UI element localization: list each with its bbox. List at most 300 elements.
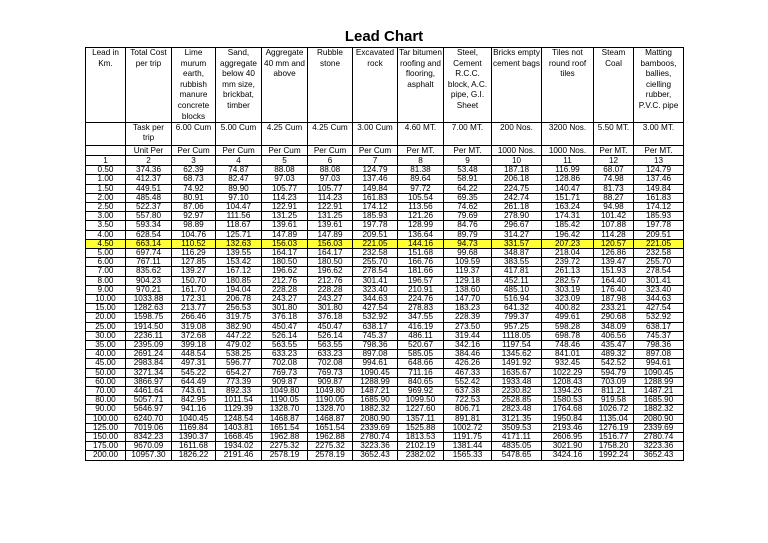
table-cell: 163.24 [542,202,594,211]
table-cell: 1011.54 [216,396,262,405]
table-cell: 2578.19 [308,451,353,460]
table-cell: 520.67 [398,341,444,350]
table-cell: 743.61 [172,387,216,396]
table-cell: 485.10 [492,285,542,294]
units-row [86,123,684,146]
units-cell: Task per trip [126,123,172,146]
table-cell: 516.94 [492,295,542,304]
unit_per-cell: Per Cum [262,146,308,156]
col_numbers-cell: 7 [353,156,398,166]
column-headers-row [86,48,684,123]
table-cell: 136.64 [398,230,444,239]
table-row [86,350,684,359]
table-cell: 1099.50 [398,396,444,405]
table-cell: 144.16 [398,239,444,248]
table-cell: 703.09 [594,377,634,386]
table-row [86,193,684,202]
table-cell: 98.89 [172,221,216,230]
table-row [86,166,684,175]
table-cell: 149.84 [634,184,684,193]
table-cell: 8.00 [86,276,126,285]
table-cell: 180.85 [216,276,262,285]
table-cell: 545.22 [172,368,216,377]
table-cell: 702.08 [262,359,308,368]
table-cell: 970.21 [126,285,172,294]
table-cell: 100.00 [86,414,126,423]
table-cell: 200.00 [86,451,126,460]
table-cell: 187.18 [492,166,542,175]
table-row [86,331,684,340]
table-cell: 122.91 [262,202,308,211]
table-row [86,433,684,442]
table-cell: 4461.64 [126,387,172,396]
units-cell: 4.25 Cum [308,123,353,146]
table-cell: 698.78 [542,331,594,340]
table-cell: 94.98 [594,202,634,211]
table-cell: 538.25 [216,350,262,359]
table-cell: 105.54 [398,193,444,202]
table-cell: 1049.80 [262,387,308,396]
units-cell: 4.25 Cum [262,123,308,146]
table-cell: 185.42 [542,221,594,230]
col_numbers-cell: 3 [172,156,216,166]
table-cell: 174.12 [353,202,398,211]
table-cell: 994.61 [634,359,684,368]
table-cell: 1933.48 [492,377,542,386]
table-cell: 798.36 [634,341,684,350]
table-cell: 87.06 [172,202,216,211]
table-cell: 1468.87 [262,414,308,423]
table-cell: 212.76 [262,276,308,285]
table-cell: 1516.77 [594,433,634,442]
table-cell: 2528.85 [492,396,542,405]
table-cell: 344.63 [353,295,398,304]
table-cell: 1328.70 [308,405,353,414]
unit_per-cell: Per MT. [444,146,492,156]
table-cell: 842.95 [172,396,216,405]
table-cell: 6240.70 [126,414,172,423]
table-cell: 323.40 [634,285,684,294]
table-cell: 1882.32 [353,405,398,414]
table-cell: 278.90 [492,212,542,221]
table-cell: 139.55 [216,248,262,257]
table-cell: 89.90 [216,184,262,193]
table-cell: 314.27 [492,230,542,239]
table-cell: 228.28 [262,285,308,294]
table-cell: 120.57 [594,239,634,248]
table-cell: 3652.43 [353,451,398,460]
units-cell: 200 Nos. [492,123,542,146]
table-cell: 1813.53 [398,433,444,442]
table-cell: 30.00 [86,331,126,340]
table-cell: 467.33 [444,368,492,377]
units-cell: 3.00 Cum [353,123,398,146]
table-cell: 116.29 [172,248,216,257]
table-cell: 278.54 [634,267,684,276]
table-cell: 290.68 [594,313,634,322]
table-cell: 1764.68 [542,405,594,414]
table-cell: 499.61 [542,313,594,322]
table-cell: 58.91 [444,175,492,184]
table-cell: 124.79 [353,166,398,175]
table-cell: 5057.71 [126,396,172,405]
table-cell: 181.66 [398,267,444,276]
table-cell: 2080.90 [634,414,684,423]
table-cell: 319.08 [172,322,216,331]
table-cell: 479.02 [216,341,262,350]
table-cell: 196.57 [398,276,444,285]
table-cell: 2102.19 [398,442,444,451]
table-cell: 97.03 [308,175,353,184]
table-cell: 417.81 [492,267,542,276]
columns-cell: Tar bitumen roofing and flooring, asphalt [398,48,444,123]
table-cell: 125.00 [86,423,126,432]
table-cell: 806.71 [444,405,492,414]
table-cell: 81.38 [398,166,444,175]
columns-cell: Total Cost per trip [126,48,172,123]
table-cell: 798.36 [353,341,398,350]
table-cell: 8342.23 [126,433,172,442]
table-cell: 147.89 [308,230,353,239]
table-cell: 255.70 [634,258,684,267]
table-cell: 94.73 [444,239,492,248]
table-cell: 835.62 [126,267,172,276]
table-cell: 2691.24 [126,350,172,359]
table-cell: 180.50 [308,258,353,267]
table-cell: 773.39 [216,377,262,386]
table-cell: 450.47 [308,322,353,331]
table-cell: 88.27 [594,193,634,202]
table-cell: 2395.09 [126,341,172,350]
columns-cell: Aggregate 40 mm and above [262,48,308,123]
table-cell: 3121.35 [492,414,542,423]
table-cell: 1.50 [86,184,126,193]
table-cell: 1288.99 [634,377,684,386]
table-cell: 1685.90 [634,396,684,405]
table-cell: 4.00 [86,230,126,239]
table-cell: 3223.36 [353,442,398,451]
table-cell: 1033.88 [126,295,172,304]
table-cell: 1381.44 [444,442,492,451]
table-cell: 1580.53 [542,396,594,405]
table-cell: 941.16 [172,405,216,414]
table-cell: 633.23 [262,350,308,359]
table-cell: 301.41 [634,276,684,285]
table-row [86,285,684,294]
table-row [86,377,684,386]
table-cell: 2780.74 [353,433,398,442]
columns-cell: Rubble stone [308,48,353,123]
columns-cell: Steel, Cement R.C.C. block, A.C. pipe, G.I. Sheet [444,48,492,123]
table-cell: 107.88 [594,221,634,230]
table-cell: 344.63 [634,295,684,304]
table-cell: 175.00 [86,442,126,451]
table-cell: 1635.67 [492,368,542,377]
table-cell: 1934.02 [216,442,262,451]
table-cell: 261.13 [542,267,594,276]
table-cell: 206.78 [216,295,262,304]
table-row [86,221,684,230]
table-cell: 767.11 [126,258,172,267]
table-cell: 2275.32 [262,442,308,451]
table-cell: 221.05 [634,239,684,248]
table-cell: 131.25 [262,212,308,221]
table-cell: 278.54 [353,267,398,276]
table-cell: 1026.72 [594,405,634,414]
table-cell: 228.39 [444,313,492,322]
table-row [86,387,684,396]
units-cell: 6.00 Cum [172,123,216,146]
col_numbers-cell: 13 [634,156,684,166]
table-cell: 109.59 [444,258,492,267]
table-cell: 196.42 [542,230,594,239]
columns-cell: Matting bamboos, ballies, cielling rubber, P.V.C. pipe [634,48,684,123]
table-cell: 799.37 [492,313,542,322]
table-cell: 348.87 [492,248,542,257]
table-cell: 119.37 [444,267,492,276]
table-cell: 64.22 [444,184,492,193]
table-row [86,341,684,350]
table-cell: 1611.68 [172,442,216,451]
table-cell: 209.51 [353,230,398,239]
table-cell: 210.91 [398,285,444,294]
table-row [86,405,684,414]
table-cell: 164.17 [308,248,353,257]
table-cell: 932.45 [542,359,594,368]
table-cell: 552.42 [444,377,492,386]
columns-cell: Sand, aggregate below 40 mm size, brickbat, timber [216,48,262,123]
table-cell: 2275.32 [308,442,353,451]
table-cell: 628.54 [126,230,172,239]
table-cell: 97.03 [262,175,308,184]
table-cell: 10.00 [86,295,126,304]
table-cell: 526.14 [262,331,308,340]
table-row [86,359,684,368]
table-cell: 122.91 [308,202,353,211]
col_numbers-cell: 1 [86,156,126,166]
table-cell: 2191.46 [216,451,262,460]
table-cell: 68.73 [172,175,216,184]
table-cell: 1651.54 [308,423,353,432]
table-cell: 1882.32 [634,405,684,414]
table-cell: 5.00 [86,248,126,257]
table-cell: 176.40 [594,285,634,294]
table-cell: 132.63 [216,239,262,248]
table-cell: 638.17 [353,322,398,331]
table-cell: 897.08 [353,350,398,359]
table-cell: 1468.87 [308,414,353,423]
table-cell: 124.79 [634,166,684,175]
table-cell: 383.55 [492,258,542,267]
table-row [86,442,684,451]
table-cell: 139.61 [308,221,353,230]
table-cell: 185.93 [634,212,684,221]
table-cell: 497.31 [172,359,216,368]
table-cell: 637.38 [444,387,492,396]
table-cell: 711.16 [398,368,444,377]
table-cell: 92.97 [172,212,216,221]
table-cell: 126.86 [594,248,634,257]
table-row [86,368,684,377]
table-cell: 121.26 [398,212,444,221]
table-cell: 585.05 [398,350,444,359]
table-cell: 697.74 [126,248,172,257]
table-cell: 532.92 [353,313,398,322]
table-cell: 811.21 [594,387,634,396]
table-cell: 2823.48 [492,405,542,414]
table-row [86,258,684,267]
table-cell: 769.73 [308,368,353,377]
table-cell: 400.82 [542,304,594,313]
table-cell: 137.46 [353,175,398,184]
table-cell: 1191.75 [444,433,492,442]
units-cell: 3200 Nos. [542,123,594,146]
table-cell: 1002.72 [444,423,492,432]
table-cell: 261.18 [492,202,542,211]
table-cell: 114.23 [308,193,353,202]
table-cell: 1598.75 [126,313,172,322]
table-cell: 3.50 [86,221,126,230]
table-cell: 994.61 [353,359,398,368]
table-cell: 2339.69 [634,423,684,432]
table-cell: 4.50 [86,239,126,248]
table-cell: 88.08 [262,166,308,175]
table-cell: 20.00 [86,313,126,322]
col_numbers-cell: 5 [262,156,308,166]
table-cell: 633.23 [308,350,353,359]
table-cell: 331.57 [492,239,542,248]
table-cell: 323.40 [353,285,398,294]
table-cell: 1962.88 [308,433,353,442]
table-cell: 3271.34 [126,368,172,377]
table-cell: 2606.95 [542,433,594,442]
table-cell: 1090.45 [353,368,398,377]
table-cell: 1.00 [86,175,126,184]
table-cell: 70.00 [86,387,126,396]
table-cell: 147.89 [262,230,308,239]
table-cell: 909.87 [262,377,308,386]
table-cell: 4171.11 [492,433,542,442]
table-cell: 376.18 [262,313,308,322]
table-cell: 68.07 [594,166,634,175]
table-row [86,322,684,331]
columns-cell: Steam Coal [594,48,634,123]
table-cell: 164.40 [594,276,634,285]
table-cell: 80.91 [172,193,216,202]
table-cell: 596.77 [216,359,262,368]
table-cell: 206.18 [492,175,542,184]
table-cell: 128.99 [398,221,444,230]
table-row [86,212,684,221]
table-cell: 448.54 [172,350,216,359]
table-row [86,276,684,285]
table-cell: 213.77 [172,304,216,313]
table-cell: 3424.16 [542,451,594,460]
table-cell: 347.55 [398,313,444,322]
table-cell: 485.48 [126,193,172,202]
table-cell: 89.64 [398,175,444,184]
table-cell: 45.00 [86,359,126,368]
table-cell: 196.62 [308,267,353,276]
table-cell: 399.18 [172,341,216,350]
col_numbers-cell: 6 [308,156,353,166]
table-cell: 1169.84 [172,423,216,432]
table-cell: 194.04 [216,285,262,294]
table-cell: 127.85 [172,258,216,267]
table-cell: 1826.22 [172,451,216,460]
table-cell: 153.42 [216,258,262,267]
table-cell: 644.49 [172,377,216,386]
table-cell: 2193.46 [542,423,594,432]
table-cell: 4835.05 [492,442,542,451]
table-cell: 909.87 [308,377,353,386]
table-cell: 84.76 [444,221,492,230]
table-cell: 1758.20 [594,442,634,451]
table-cell: 82.47 [216,175,262,184]
table-cell: 522.37 [126,202,172,211]
table-cell: 557.80 [126,212,172,221]
table-cell: 1345.62 [492,350,542,359]
table-cell: 138.60 [444,285,492,294]
col_numbers-cell: 10 [492,156,542,166]
table-cell: 110.52 [172,239,216,248]
table-cell: 74.98 [594,175,634,184]
table-cell: 301.80 [308,304,353,313]
table-cell: 224.76 [398,295,444,304]
page-title: Lead Chart [344,28,424,45]
units-cell: 7.00 MT. [444,123,492,146]
table-cell: 0.50 [86,166,126,175]
table-cell: 150.00 [86,433,126,442]
table-cell: 242.74 [492,193,542,202]
table-cell: 542.52 [594,359,634,368]
table-cell: 447.22 [216,331,262,340]
table-cell: 40.00 [86,350,126,359]
table-cell: 489.32 [594,350,634,359]
table-cell: 180.50 [262,258,308,267]
table-cell: 372.68 [172,331,216,340]
table-cell: 769.73 [262,368,308,377]
unit_per-cell: Unit Per [126,146,172,156]
table-cell: 139.27 [172,267,216,276]
table-row [86,295,684,304]
table-cell: 1992.24 [594,451,634,460]
table-row [86,396,684,405]
table-cell: 526.14 [308,331,353,340]
table-cell: 319.44 [444,331,492,340]
table-cell: 919.58 [594,396,634,405]
table-cell: 2382.02 [398,451,444,460]
table-cell: 111.56 [216,212,262,221]
table-cell: 156.03 [308,239,353,248]
table-cell: 197.78 [353,221,398,230]
table-row-highlighted [86,239,684,248]
units-cell: 3.00 MT. [634,123,684,146]
table-cell: 15.00 [86,304,126,313]
table-cell: 282.57 [542,276,594,285]
table-cell: 187.98 [594,295,634,304]
table-cell: 593.34 [126,221,172,230]
units-cell: 5.00 Cum [216,123,262,146]
unit_per-cell: Per MT. [398,146,444,156]
table-cell: 1288.99 [353,377,398,386]
table-cell: 1282.63 [126,304,172,313]
table-cell: 1227.60 [398,405,444,414]
table-cell: 702.08 [308,359,353,368]
table-cell: 139.47 [594,258,634,267]
table-cell: 243.27 [262,295,308,304]
table-cell: 416.19 [398,322,444,331]
